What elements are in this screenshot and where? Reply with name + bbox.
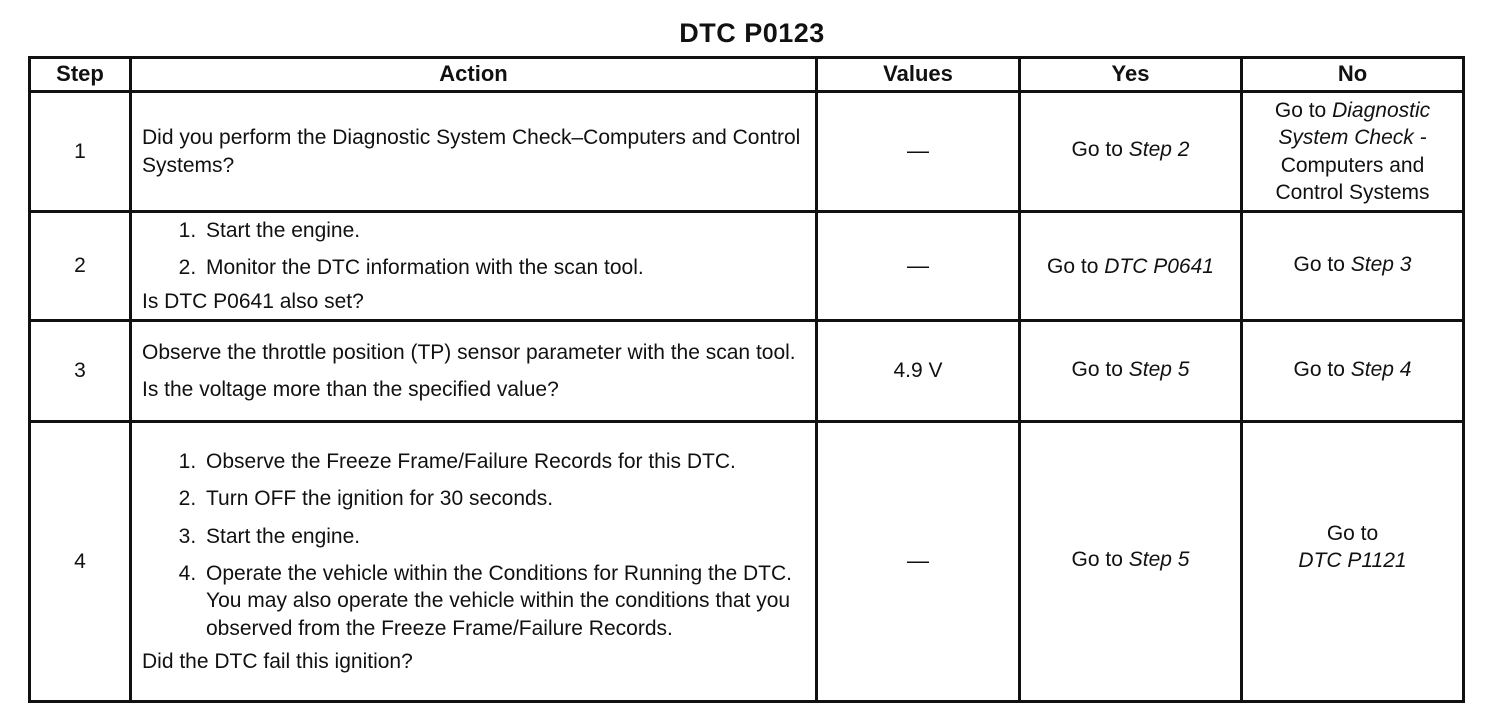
value-text: — [907,138,929,164]
yes-link[interactable]: Step 5 [1128,357,1190,381]
value-cell [817,212,1020,321]
yes-prefix: Go to [1047,254,1099,278]
header-step: Step [30,58,131,92]
value-text: — [907,548,929,574]
table-row [30,422,1464,702]
yes-prefix: Go to [1071,138,1123,162]
list-item: 2. Monitor the DTC information with the scan tool. [202,254,809,281]
list-item: 1. Start the engine. [202,217,809,244]
header-no: No [1242,58,1464,92]
no-link[interactable]: DTC P1121 [1298,549,1407,573]
no-cell [1242,422,1464,702]
no-prefix: Go to [1326,521,1379,545]
step-number: 4 [30,422,131,702]
yes-cell [1020,92,1242,212]
yes-prefix: Go to [1071,548,1123,572]
header-row [30,58,1464,92]
header-action: Action [131,58,817,92]
value-cell [817,92,1020,212]
diagnostic-table [28,56,1465,703]
action-text: Observe the throttle position (TP) sensor parameter with the scan tool. [142,340,796,364]
no-cell [1242,212,1464,321]
no-prefix: Go to [1293,252,1345,276]
no-link[interactable]: Step 3 [1350,252,1412,276]
value-text: 4.9 V [893,359,943,383]
action-cell [131,422,817,702]
step-number: 1 [30,92,131,212]
yes-link[interactable]: Step 5 [1128,548,1190,572]
action-list [142,217,809,282]
table-row [30,321,1464,422]
action-question: Did the DTC fail this ignition? [142,649,413,673]
list-item: 4. Operate the vehicle within the Conditions for Running the DTC. You may also operate the vehicle within the conditions that you observed from the Freeze Frame/Failure Records. [202,560,809,642]
table-row [30,92,1464,212]
value-text: — [907,252,929,278]
action-cell [131,212,817,321]
no-prefix: Go to [1293,357,1345,381]
header-yes: Yes [1020,58,1242,92]
action-cell [131,321,817,422]
action-text: Did you perform the Diagnostic System Check–Computers and Control Systems? [142,126,801,177]
page-title: DTC P0123 [679,18,825,48]
no-cell [1242,321,1464,422]
step-number: 2 [30,212,131,321]
yes-cell [1020,321,1242,422]
header-values: Values [817,58,1020,92]
no-prefix: Go to [1274,99,1327,122]
value-cell [817,321,1020,422]
list-item: 1. Observe the Freeze Frame/Failure Records for this DTC. [202,448,809,475]
no-link[interactable]: Step 4 [1350,357,1412,381]
list-item: 2. Turn OFF the ignition for 30 seconds. [202,485,809,512]
action-cell [131,92,817,212]
yes-link[interactable]: DTC P0641 [1104,254,1214,278]
step-number: 3 [30,321,131,422]
action-question: Is DTC P0641 also set? [142,289,364,313]
value-cell [817,422,1020,702]
table-row [30,212,1464,321]
list-item: 3. Start the engine. [202,523,809,550]
no-link[interactable]: Diagnostic System Check - [1278,99,1431,150]
action-list [142,448,809,642]
yes-prefix: Go to [1071,357,1123,381]
no-suffix: Computers and Control Systems [1275,153,1430,204]
yes-cell [1020,212,1242,321]
action-question: Is the voltage more than the specified value? [142,378,559,402]
yes-cell [1020,422,1242,702]
yes-link[interactable]: Step 2 [1128,138,1190,162]
no-cell [1242,92,1464,212]
